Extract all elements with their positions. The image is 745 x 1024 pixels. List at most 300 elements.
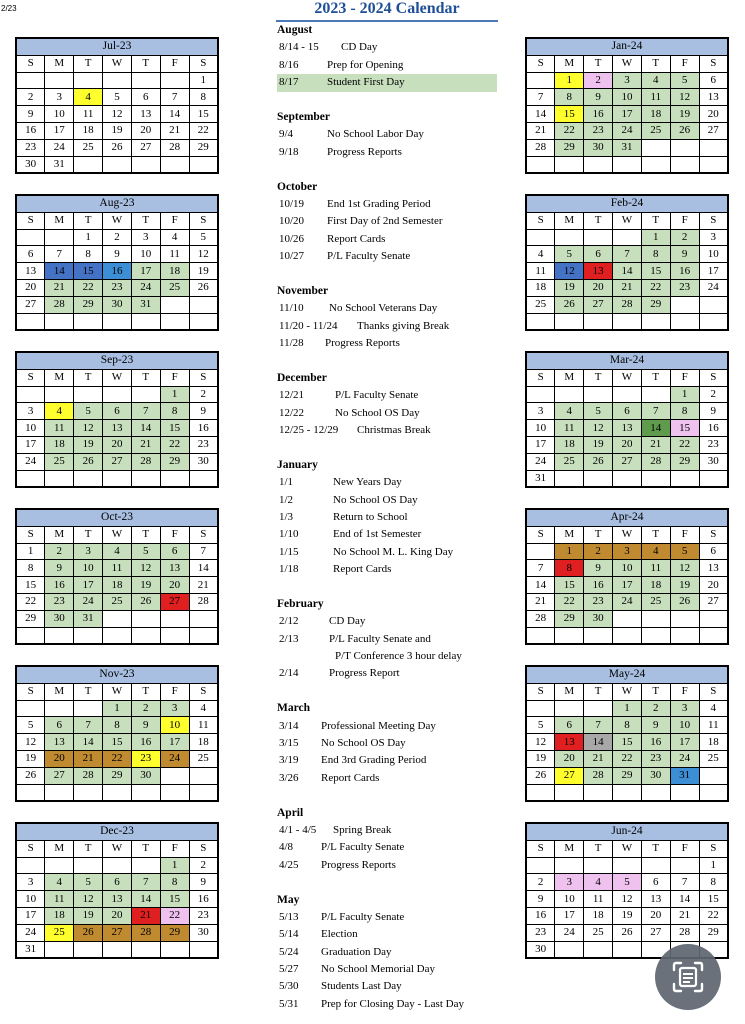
- day-cell: [131, 784, 160, 801]
- day-cell: [103, 313, 132, 330]
- day-cell: 6: [103, 874, 132, 891]
- weekday-header: W: [103, 526, 132, 543]
- day-cell: 16: [16, 122, 45, 139]
- day-cell: 20: [45, 750, 74, 767]
- day-cell: 4: [103, 543, 132, 560]
- day-cell: 31: [670, 767, 699, 784]
- day-cell: 7: [584, 717, 613, 734]
- day-cell: 20: [641, 907, 670, 924]
- day-cell: 22: [699, 907, 728, 924]
- event-date: 10/26: [279, 232, 305, 245]
- event-row: [277, 196, 497, 213]
- day-cell: 12: [670, 89, 699, 106]
- event-row: [277, 144, 497, 161]
- day-cell: 19: [131, 577, 160, 594]
- day-cell: 25: [555, 453, 584, 470]
- day-cell: 8: [613, 717, 642, 734]
- month-label: Jun-24: [526, 823, 728, 840]
- event-description: End of 1st Semester: [333, 528, 422, 541]
- day-cell: 10: [613, 560, 642, 577]
- day-cell: 22: [189, 122, 218, 139]
- day-cell: 23: [526, 924, 555, 941]
- day-cell: 14: [613, 263, 642, 280]
- day-cell: 23: [584, 593, 613, 610]
- day-cell: 24: [16, 453, 45, 470]
- day-cell: [641, 784, 670, 801]
- day-cell: 7: [131, 403, 160, 420]
- day-cell: [131, 386, 160, 403]
- day-cell: 5: [670, 72, 699, 89]
- day-cell: [613, 627, 642, 644]
- day-cell: [613, 313, 642, 330]
- day-cell: 27: [16, 296, 45, 313]
- day-cell: 1: [74, 229, 103, 246]
- day-cell: 20: [555, 750, 584, 767]
- day-cell: [526, 627, 555, 644]
- event-section-heading: September: [277, 110, 331, 123]
- day-cell: 24: [526, 453, 555, 470]
- scan-document-button[interactable]: [655, 944, 721, 1010]
- day-cell: 21: [641, 436, 670, 453]
- day-cell: 5: [103, 89, 132, 106]
- day-cell: 17: [16, 436, 45, 453]
- day-cell: 23: [189, 436, 218, 453]
- weekday-header: W: [613, 840, 642, 857]
- weekday-header: T: [131, 55, 160, 72]
- day-cell: [584, 386, 613, 403]
- day-cell: 7: [613, 246, 642, 263]
- day-cell: 11: [189, 717, 218, 734]
- day-cell: 24: [131, 279, 160, 296]
- event-date: 2/14: [279, 667, 299, 680]
- day-cell: 29: [699, 924, 728, 941]
- event-date: 1/3: [279, 510, 294, 523]
- day-cell: 26: [670, 593, 699, 610]
- day-cell: 19: [103, 122, 132, 139]
- day-cell: 24: [45, 139, 74, 156]
- day-cell: [670, 784, 699, 801]
- day-cell: [670, 627, 699, 644]
- month-calendar: [525, 194, 729, 331]
- event-date: 8/14 - 15: [279, 41, 319, 54]
- day-cell: 18: [641, 577, 670, 594]
- event-date: 3/15: [279, 737, 299, 750]
- day-cell: [74, 386, 103, 403]
- day-cell: 9: [670, 246, 699, 263]
- day-cell: [189, 313, 218, 330]
- day-cell: [103, 470, 132, 487]
- day-cell: 15: [103, 734, 132, 751]
- weekday-header: T: [131, 369, 160, 386]
- day-cell: [160, 941, 189, 958]
- day-cell: 26: [555, 296, 584, 313]
- day-cell: [555, 386, 584, 403]
- day-cell: 1: [160, 857, 189, 874]
- event-row: [277, 735, 497, 752]
- day-cell: 28: [670, 924, 699, 941]
- weekday-header: S: [699, 526, 728, 543]
- day-cell: 25: [699, 750, 728, 767]
- day-cell: [103, 72, 132, 89]
- weekday-header: S: [189, 212, 218, 229]
- day-cell: 12: [74, 420, 103, 437]
- weekday-header: T: [74, 526, 103, 543]
- day-cell: 15: [555, 106, 584, 123]
- day-cell: 30: [526, 941, 555, 958]
- day-cell: 24: [16, 924, 45, 941]
- event-description: Student First Day: [327, 76, 405, 89]
- day-cell: 21: [526, 593, 555, 610]
- day-cell: 26: [74, 924, 103, 941]
- day-cell: [160, 470, 189, 487]
- day-cell: [555, 229, 584, 246]
- event-row: [277, 648, 497, 665]
- day-cell: 19: [16, 750, 45, 767]
- day-cell: 10: [160, 717, 189, 734]
- event-date: 11/10: [279, 302, 304, 315]
- day-cell: 8: [160, 874, 189, 891]
- event-description: CD Day: [341, 41, 378, 54]
- day-cell: 9: [584, 560, 613, 577]
- day-cell: 10: [74, 560, 103, 577]
- day-cell: 12: [670, 560, 699, 577]
- day-cell: 17: [45, 122, 74, 139]
- day-cell: 29: [160, 924, 189, 941]
- day-cell: [613, 156, 642, 173]
- day-cell: 16: [103, 263, 132, 280]
- event-date: 5/31: [279, 997, 299, 1010]
- day-cell: 9: [131, 717, 160, 734]
- day-cell: [74, 313, 103, 330]
- day-cell: 19: [189, 263, 218, 280]
- day-cell: [189, 627, 218, 644]
- day-cell: [526, 386, 555, 403]
- day-cell: 4: [584, 874, 613, 891]
- day-cell: 10: [131, 246, 160, 263]
- month-label: Apr-24: [526, 509, 728, 526]
- event-description: End 1st Grading Period: [327, 197, 431, 210]
- day-cell: 30: [103, 296, 132, 313]
- day-cell: [74, 156, 103, 173]
- day-cell: 27: [613, 453, 642, 470]
- day-cell: [555, 627, 584, 644]
- day-cell: 3: [670, 700, 699, 717]
- month-calendar: [525, 665, 729, 802]
- day-cell: 15: [613, 734, 642, 751]
- event-row: [277, 474, 497, 491]
- event-row: [277, 996, 497, 1013]
- weekday-header: F: [160, 840, 189, 857]
- day-cell: [74, 627, 103, 644]
- weekday-header: M: [555, 840, 584, 857]
- day-cell: [584, 941, 613, 958]
- weekday-header: S: [699, 369, 728, 386]
- day-cell: 19: [670, 577, 699, 594]
- day-cell: [526, 72, 555, 89]
- month-calendar: [15, 508, 219, 645]
- event-description: No School Labor Day: [327, 128, 424, 141]
- day-cell: [16, 700, 45, 717]
- event-row: [277, 231, 497, 248]
- event-description: Election: [321, 928, 358, 941]
- day-cell: 8: [16, 560, 45, 577]
- day-cell: [16, 313, 45, 330]
- day-cell: 7: [131, 874, 160, 891]
- event-row: [277, 335, 497, 352]
- day-cell: 24: [670, 750, 699, 767]
- weekday-header: M: [555, 369, 584, 386]
- day-cell: 14: [526, 577, 555, 594]
- day-cell: 31: [613, 139, 642, 156]
- weekday-header: T: [641, 212, 670, 229]
- event-date: 10/19: [279, 197, 305, 210]
- day-cell: 3: [16, 874, 45, 891]
- day-cell: 10: [613, 89, 642, 106]
- day-cell: [613, 857, 642, 874]
- weekday-header: F: [670, 55, 699, 72]
- day-cell: [45, 700, 74, 717]
- day-cell: 8: [103, 717, 132, 734]
- day-cell: [160, 784, 189, 801]
- day-cell: 15: [670, 420, 699, 437]
- day-cell: 25: [641, 593, 670, 610]
- day-cell: [613, 941, 642, 958]
- day-cell: [45, 627, 74, 644]
- event-row: [277, 39, 497, 56]
- day-cell: 30: [584, 610, 613, 627]
- day-cell: 20: [103, 907, 132, 924]
- event-date: 10/20: [279, 215, 305, 228]
- day-cell: 16: [584, 106, 613, 123]
- day-cell: 13: [131, 106, 160, 123]
- weekday-header: T: [74, 369, 103, 386]
- event-date: 4/1 - 4/5: [279, 823, 317, 836]
- document-scan-icon: [670, 959, 706, 995]
- weekday-header: S: [699, 55, 728, 72]
- day-cell: 6: [613, 403, 642, 420]
- weekday-header: F: [670, 369, 699, 386]
- event-date: 12/22: [279, 406, 305, 419]
- day-cell: 13: [699, 89, 728, 106]
- weekday-header: S: [189, 683, 218, 700]
- day-cell: 29: [74, 296, 103, 313]
- day-cell: 20: [584, 279, 613, 296]
- day-cell: [670, 156, 699, 173]
- day-cell: [16, 627, 45, 644]
- day-cell: 21: [584, 750, 613, 767]
- day-cell: 25: [526, 296, 555, 313]
- day-cell: 2: [584, 72, 613, 89]
- day-cell: 29: [641, 296, 670, 313]
- day-cell: 18: [189, 734, 218, 751]
- day-cell: 21: [670, 907, 699, 924]
- weekday-header: S: [16, 369, 45, 386]
- day-cell: 24: [613, 593, 642, 610]
- event-row: [277, 57, 497, 74]
- day-cell: 21: [613, 279, 642, 296]
- event-date: 1/2: [279, 493, 294, 506]
- day-cell: 13: [160, 560, 189, 577]
- day-cell: 10: [670, 717, 699, 734]
- day-cell: 11: [160, 246, 189, 263]
- day-cell: 5: [131, 543, 160, 560]
- day-cell: 18: [74, 122, 103, 139]
- month-label: Mar-24: [526, 352, 728, 369]
- event-row: [277, 213, 497, 230]
- day-cell: 6: [641, 874, 670, 891]
- event-row: [277, 492, 497, 509]
- weekday-header: S: [16, 840, 45, 857]
- weekday-header: M: [555, 55, 584, 72]
- day-cell: 26: [584, 453, 613, 470]
- day-cell: 6: [699, 72, 728, 89]
- day-cell: 27: [699, 593, 728, 610]
- day-cell: 14: [160, 106, 189, 123]
- weekday-header: S: [699, 212, 728, 229]
- day-cell: 16: [131, 734, 160, 751]
- event-section-heading: October: [277, 180, 318, 193]
- day-cell: 26: [670, 122, 699, 139]
- day-cell: 13: [45, 734, 74, 751]
- weekday-header: F: [160, 212, 189, 229]
- day-cell: 22: [103, 750, 132, 767]
- day-cell: 13: [103, 420, 132, 437]
- day-cell: 6: [103, 403, 132, 420]
- day-cell: [613, 229, 642, 246]
- month-label: May-24: [526, 666, 728, 683]
- day-cell: 27: [103, 924, 132, 941]
- day-cell: 19: [526, 750, 555, 767]
- day-cell: [103, 386, 132, 403]
- day-cell: [45, 229, 74, 246]
- day-cell: [670, 139, 699, 156]
- event-row: [277, 509, 497, 526]
- day-cell: [641, 610, 670, 627]
- day-cell: [103, 610, 132, 627]
- day-cell: 18: [45, 436, 74, 453]
- day-cell: 30: [641, 767, 670, 784]
- month-calendar: [15, 194, 219, 331]
- event-description: Progress Reports: [321, 858, 396, 871]
- day-cell: [74, 941, 103, 958]
- month-calendar: [15, 822, 219, 959]
- weekday-header: S: [16, 683, 45, 700]
- day-cell: 2: [16, 89, 45, 106]
- event-description: Prep for Opening: [327, 58, 404, 71]
- event-row: [277, 300, 497, 317]
- day-cell: 4: [641, 72, 670, 89]
- day-cell: [16, 72, 45, 89]
- event-date: 5/24: [279, 945, 299, 958]
- event-date: 5/14: [279, 928, 299, 941]
- event-row: [277, 526, 497, 543]
- day-cell: 4: [45, 874, 74, 891]
- day-cell: [584, 784, 613, 801]
- event-date: 2/12: [279, 615, 299, 628]
- day-cell: 28: [584, 767, 613, 784]
- day-cell: [699, 156, 728, 173]
- event-row: [277, 978, 497, 995]
- event-description: P/L Faculty Senate: [321, 841, 405, 854]
- day-cell: [131, 470, 160, 487]
- day-cell: 17: [131, 263, 160, 280]
- month-calendar: [525, 351, 729, 488]
- weekday-header: W: [613, 683, 642, 700]
- day-cell: 20: [613, 436, 642, 453]
- day-cell: [526, 156, 555, 173]
- day-cell: 19: [555, 279, 584, 296]
- event-row: [277, 631, 497, 648]
- day-cell: [131, 156, 160, 173]
- day-cell: 6: [45, 717, 74, 734]
- weekday-header: M: [45, 840, 74, 857]
- day-cell: [641, 139, 670, 156]
- event-description: P/L Faculty Senate: [321, 910, 405, 923]
- weekday-header: T: [641, 55, 670, 72]
- day-cell: 3: [45, 89, 74, 106]
- event-date: 1/10: [279, 528, 299, 541]
- day-cell: 13: [584, 263, 613, 280]
- event-date: 5/13: [279, 910, 299, 923]
- day-cell: 12: [613, 891, 642, 908]
- weekday-header: T: [641, 840, 670, 857]
- day-cell: 5: [189, 229, 218, 246]
- day-cell: 18: [160, 263, 189, 280]
- day-cell: [189, 156, 218, 173]
- day-cell: 1: [16, 543, 45, 560]
- day-cell: [74, 857, 103, 874]
- day-cell: [584, 857, 613, 874]
- day-cell: 31: [45, 156, 74, 173]
- day-cell: 29: [613, 767, 642, 784]
- day-cell: 12: [555, 263, 584, 280]
- day-cell: 10: [555, 891, 584, 908]
- day-cell: 9: [526, 891, 555, 908]
- event-description: P/L Faculty Senate: [327, 250, 411, 263]
- event-date: 5/27: [279, 963, 299, 976]
- event-date: 1/15: [279, 545, 299, 558]
- day-cell: 24: [160, 750, 189, 767]
- day-cell: [160, 627, 189, 644]
- day-cell: 18: [45, 907, 74, 924]
- day-cell: 3: [699, 229, 728, 246]
- weekday-header: S: [189, 840, 218, 857]
- day-cell: [555, 470, 584, 487]
- day-cell: 19: [670, 106, 699, 123]
- day-cell: [189, 941, 218, 958]
- event-row: [277, 944, 497, 961]
- day-cell: 10: [16, 420, 45, 437]
- day-cell: 16: [641, 734, 670, 751]
- event-date: 10/27: [279, 250, 305, 263]
- day-cell: 20: [699, 106, 728, 123]
- day-cell: 8: [74, 246, 103, 263]
- day-cell: 17: [526, 436, 555, 453]
- month-calendar: [15, 351, 219, 488]
- day-cell: [16, 857, 45, 874]
- day-cell: 7: [74, 717, 103, 734]
- day-cell: 6: [699, 543, 728, 560]
- event-row: [277, 405, 497, 422]
- day-cell: [45, 313, 74, 330]
- day-cell: [131, 627, 160, 644]
- day-cell: 15: [189, 106, 218, 123]
- event-description: No School Memorial Day: [321, 963, 435, 976]
- weekday-header: S: [189, 369, 218, 386]
- day-cell: [641, 627, 670, 644]
- day-cell: 11: [641, 89, 670, 106]
- day-cell: 22: [613, 750, 642, 767]
